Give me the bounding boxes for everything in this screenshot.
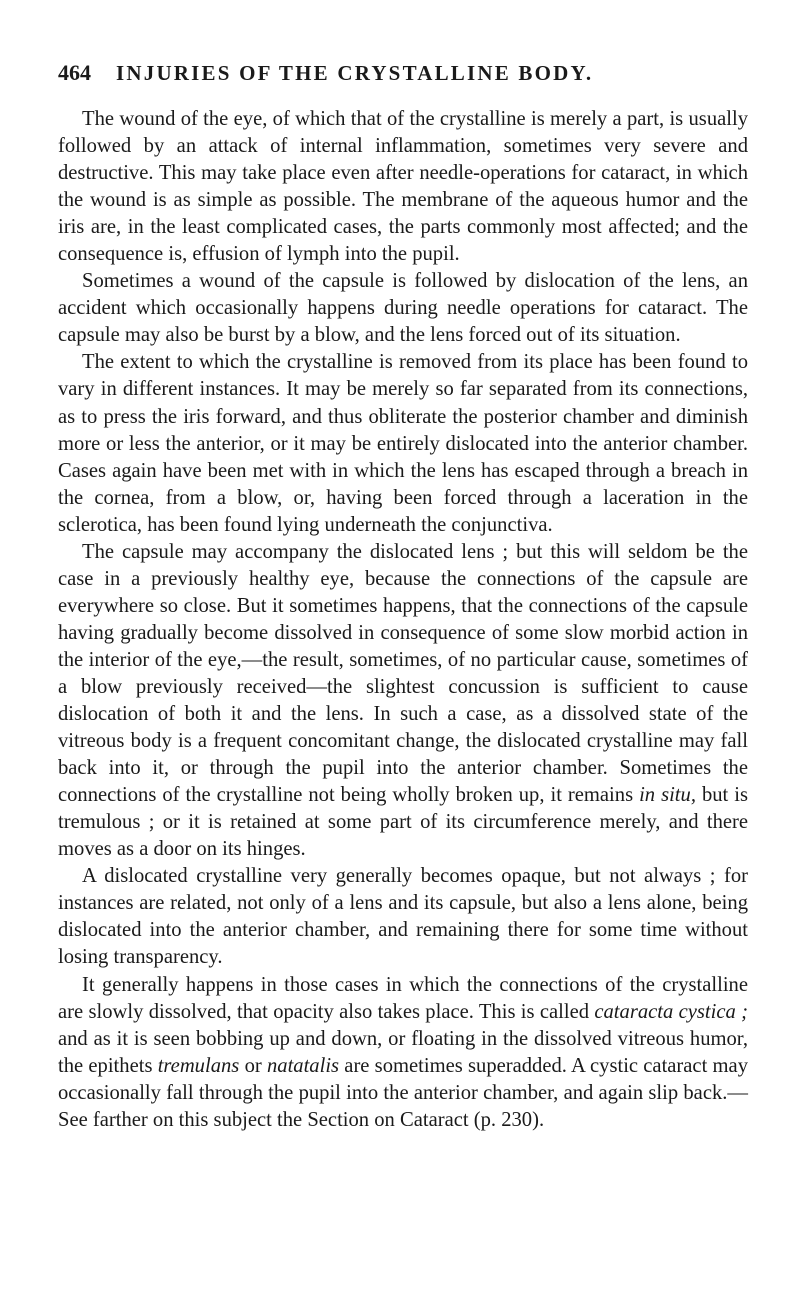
- page-number: 464: [58, 60, 91, 85]
- italic-term-natatalis: natatalis: [266, 1054, 340, 1077]
- paragraph-text: and as it is seen bobbing up and down, or floating in the dissolved vitreous humor, the epithets: [58, 1027, 748, 1077]
- paragraph-text: but is tremulous ; or it is retained at some part of its circumference merely, and there moves as a door on its hinges.: [58, 784, 748, 861]
- italic-term-in-situ: in situ,: [639, 784, 696, 807]
- paragraph-capsule-accompany: [58, 539, 748, 864]
- paragraph-text: or: [239, 1054, 267, 1077]
- paragraph-text: are sometimes superadded. A cystic cataract may occasionally fall through the pupil into the anterior chamber, and again slip back.—See farther on this subject the Section on Cataract (p. 230).: [58, 1054, 748, 1131]
- body-text: [58, 106, 748, 1134]
- running-head: [52, 60, 752, 100]
- book-page: [52, 60, 752, 1131]
- paragraph-cataracta-cystica: [58, 972, 748, 1134]
- italic-term-cataracta-cystica: cataracta cystica ;: [594, 1000, 748, 1023]
- italic-term-tremulans: tremulans: [157, 1054, 240, 1077]
- paragraph-opacity: A dislocated crystalline very generally becomes opaque, but not always ; for instances are related, not only of a lens and its capsule, but also a lens alone, being dislocated into the anterior chamber, and remaining there for some time without losing transparency.: [58, 865, 748, 969]
- paragraph-text: It generally happens in those cases in which the connections of the crystalline are slowly dissolved, that opacity also takes place. This is called: [58, 973, 748, 1023]
- paragraph-wound-inflammation: The wound of the eye, of which that of the crystalline is merely a part, is usually followed by an attack of internal inflammation, sometimes very severe and destructive. This may take place even after needle-operations for cataract, in which the wound is as simple as possible. The membrane of the aqueous humor and the iris are, in the least complicated cases, the parts commonly most affected; and the consequence is, effusion of lymph into the pupil.: [58, 108, 748, 266]
- paragraph-text: The capsule may accompany the dislocated lens ; but this will seldom be the case in a previously healthy eye, because the connections of the capsule are everywhere so close. But it sometimes happens, that the connections of the capsule having gradually become dissolved in consequence of some slow morbid action in the interior of the eye,—the result, sometimes, of no particular cause, sometimes of a blow previously received—the slightest concussion is sufficient to cause dislocation of both it and the lens. In such a case, as a dissolved state of the vitreous body is a frequent concomitant change, the dislocated crystalline may fall back into it, or through the pupil into the anterior chamber. Sometimes the connections of the crystalline not being wholly broken up, it remains: [58, 540, 748, 807]
- paragraph-extent-of-removal: The extent to which the crystalline is removed from its place has been found to vary in different instances. It may be merely so far separated from its connections, as to press the iris forward, and thus obliterate the posterior chamber and diminish more or less the anterior, or it may be entirely dislocated into the anterior chamber. Cases again have been met with in which the lens has escaped through a breach in the cornea, from a blow, or, having been forced through a laceration in the sclerotica, has been found lying underneath the conjunctiva.: [58, 351, 748, 536]
- running-title: INJURIES OF THE CRYSTALLINE BODY.: [116, 61, 594, 85]
- paragraph-capsule-dislocation: Sometimes a wound of the capsule is followed by dislocation of the lens, an accident which occasionally happens during needle operations for cataract. The capsule may also be burst by a blow, and the lens forced out of its situation.: [58, 270, 748, 347]
